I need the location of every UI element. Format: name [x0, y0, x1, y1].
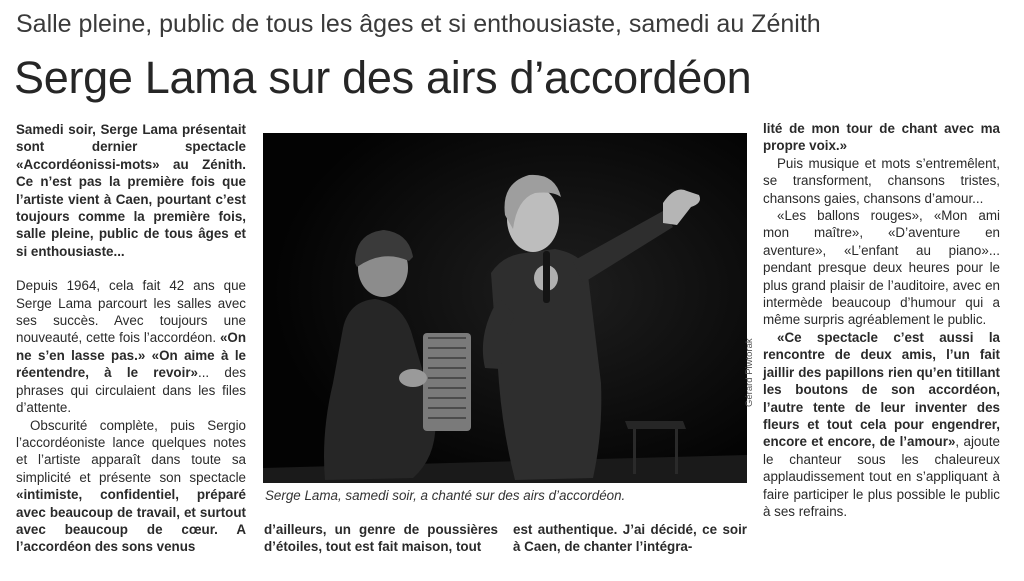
paragraph	[264, 521, 498, 556]
column-1	[16, 121, 246, 556]
paragraph: Puis musique et mots s’entremêlent, se transforment, chansons tristes, chansons gaies, chansons d’amour...	[763, 155, 1000, 206]
column-2	[264, 521, 498, 556]
paragraph	[763, 329, 1000, 520]
paragraph	[513, 521, 747, 556]
paragraph	[16, 277, 246, 416]
paragraph: «Les ballons rouges», «Mon ami mon maître», «D’aventure en aventure», «L’enfant au piano»... pendant presque deux heures pour le plus grand plaisir de l’auditoire, avec en intermède beaucoup d’humour qui a même surpris agréablement le public.	[763, 208, 1000, 328]
quote-bold: est authentique. J’ai décidé, ce soir à Caen, de chanter l’intégra-	[513, 522, 747, 555]
paragraph-text: , ajoute le chanteur sous les chaleureux applaudissement tout en s’appliquant à faire participer le plus possible le public à ses refrains.	[763, 434, 1000, 519]
quote-bold: «Ce spectacle c’est aussi la rencontre de deux amis, l’un fait jaillir des papillons rien qu’en titillant les boutons de son accordéon, l’autre tente de leur inventer des fleurs et tout cela pour engendrer, encore et encore, de l’amour»	[763, 329, 1000, 450]
article-kicker: Salle pleine, public de tous les âges et si enthousiaste, samedi au Zénith	[16, 10, 821, 38]
paragraph-text: Obscurité complète, puis Sergio l’accordéoniste lance quelques notes et l’artiste apparaît dans toute sa simplicité et présente son spectacle	[16, 417, 246, 485]
column-3	[513, 521, 747, 556]
paragraph-text: ... des phrases qui circulaient dans les files d’attente.	[16, 365, 246, 416]
article-headline: Serge Lama sur des airs d’accordéon	[14, 52, 752, 103]
paragraph-text: Depuis 1964, cela fait 42 ans que Serge Lama parcourt les salles avec ses succès. Avec toujours une nouveauté, cette fois l’accordéon.	[16, 278, 246, 346]
paragraph	[16, 417, 246, 556]
quote-bold: lité de mon tour de chant avec ma propre voix.»	[763, 121, 1000, 154]
paragraph	[763, 120, 1000, 155]
concert-photo	[263, 133, 747, 483]
column-4	[763, 120, 1000, 520]
photo-credit: Gérard Piwtorak	[744, 338, 755, 407]
quote-bold: d’ailleurs, un genre de poussières d’étoiles, tout est fait maison, tout	[264, 522, 498, 555]
quote-bold: «intimiste, confidentiel, préparé avec beaucoup de travail, et surtout avec beaucoup de cœur. A l’accordéon des sons venus	[16, 487, 246, 555]
article-lead: Samedi soir, Serge Lama présentait sont dernier spectacle «Accordéonissi-mots» au Zénith. Ce n’est pas la première fois que l’artiste vient à Caen, pourtant c’est toujours comme la première fois, salle pleine, public de tous âges et si enthousiaste...	[16, 122, 246, 259]
quote-bold: «On ne s’en lasse pas.» «On aime à le réentendre, à le revoir»	[16, 330, 246, 381]
photo-caption: Serge Lama, samedi soir, a chanté sur des airs d’accordéon.	[265, 488, 626, 503]
